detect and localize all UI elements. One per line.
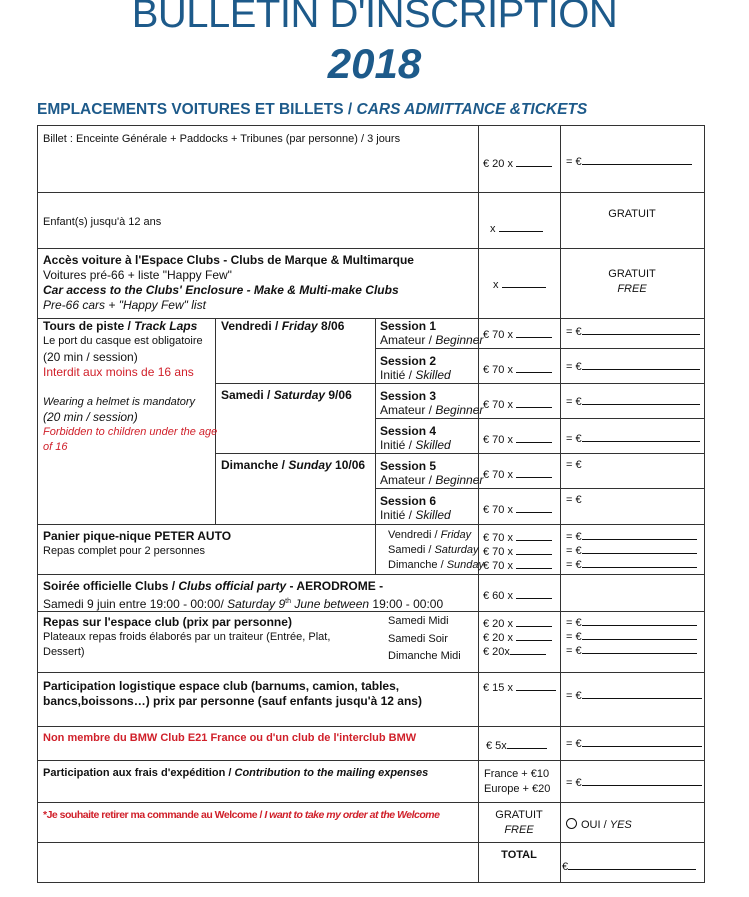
session-6-price[interactable]: € 70 x — [483, 502, 552, 518]
panier-total-sun[interactable]: = € — [566, 557, 697, 573]
expedition-total[interactable]: = € — [566, 775, 702, 791]
total-field[interactable]: € — [562, 859, 696, 875]
panier-sub: Repas complet pour 2 personnes — [43, 545, 206, 557]
tours-duration-fr: (20 min / session) — [43, 350, 138, 364]
nonmembre-price[interactable]: € 5x — [486, 738, 547, 754]
total-label: TOTAL — [501, 849, 537, 861]
panier-price-fri[interactable]: € 70 x — [483, 530, 552, 546]
day-saturday: Samedi / Saturday 9/06 — [221, 388, 352, 402]
day-sunday: Dimanche / Sunday 10/06 — [221, 458, 366, 472]
tours-age-fr: Interdit aux moins de 16 ans — [43, 365, 194, 379]
enfants-qty[interactable]: x — [490, 221, 543, 237]
enfants-free: GRATUIT — [608, 208, 656, 220]
acces-line1: Accès voiture à l'Espace Clubs - Clubs de Marque & Multimarque — [43, 253, 414, 267]
panier-day-sat: Samedi / Saturday — [388, 544, 479, 556]
tours-title: Tours de piste / Track Laps — [43, 319, 198, 333]
session-2-level: Initié / Skilled — [380, 368, 451, 382]
session-2-name: Session 2 — [380, 354, 437, 368]
welcome-free: GRATUIT — [495, 809, 543, 821]
repas-total-3[interactable]: = € — [566, 643, 697, 659]
session-4-name: Session 4 — [380, 424, 437, 438]
soiree-line1: Soirée officielle Clubs / Clubs official party - AERODROME - — [43, 579, 384, 593]
session-3-name: Session 3 — [380, 389, 437, 403]
tours-duration-en: (20 min / session) — [43, 410, 138, 424]
session-3-total[interactable]: = € — [566, 394, 700, 410]
panier-total-sat[interactable]: = € — [566, 543, 697, 559]
session-6-name: Session 6 — [380, 494, 437, 508]
session-6-total[interactable]: = € — [566, 494, 582, 506]
soiree-price[interactable]: € 60 x — [483, 588, 552, 604]
logistique-line1: Participation logistique espace club (barnums, camion, tables, — [43, 679, 400, 693]
tours-age-en-2: of 16 — [43, 441, 68, 453]
panier-price-sun[interactable]: € 70 x — [483, 558, 552, 574]
form-year: 2018 — [327, 40, 422, 87]
session-5-total[interactable]: = € — [566, 459, 582, 471]
session-1-level: Amateur / Beginner — [380, 333, 484, 347]
day-friday: Vendredi / Friday 8/06 — [221, 319, 345, 333]
session-6-level: Initié / Skilled — [380, 508, 451, 522]
session-4-level: Initié / Skilled — [380, 438, 451, 452]
logistique-price[interactable]: € 15 x — [483, 680, 556, 696]
panier-title: Panier pique-nique PETER AUTO — [43, 529, 232, 543]
repas-opt-2: Samedi Soir — [388, 633, 448, 645]
session-1-name: Session 1 — [380, 319, 437, 333]
logistique-total[interactable]: = € — [566, 688, 702, 704]
session-2-total[interactable]: = € — [566, 359, 700, 375]
billet-total[interactable]: = € — [566, 154, 692, 170]
session-4-price[interactable]: € 70 x — [483, 432, 552, 448]
acces-qty[interactable]: x — [493, 277, 546, 293]
session-4-total[interactable]: = € — [566, 431, 700, 447]
session-1-price[interactable]: € 70 x — [483, 327, 552, 343]
session-5-price[interactable]: € 70 x — [483, 467, 552, 483]
expedition-label: Participation aux frais d'expédition / Contribution to the mailing expenses — [43, 767, 429, 779]
acces-line3: Car access to the Clubs' Enclosure - Make & Multi-make Clubs — [43, 283, 399, 297]
session-1-total[interactable]: = € — [566, 324, 700, 340]
panier-day-fri: Vendredi / Friday — [388, 529, 472, 541]
acces-line2: Voitures pré-66 + liste "Happy Few" — [43, 268, 232, 282]
repas-opt-3: Dimanche Midi — [388, 650, 461, 662]
repas-opt-1: Samedi Midi — [388, 615, 449, 627]
repas-total-2[interactable]: = € — [566, 629, 697, 645]
expedition-france: France + €10 — [484, 768, 550, 780]
acces-free: GRATUIT — [608, 268, 656, 280]
repas-desc: Plateaux repas froids élaborés par un traiteur (Entrée, Plat, — [43, 631, 331, 643]
session-5-name: Session 5 — [380, 459, 437, 473]
section-title: EMPLACEMENTS VOITURES ET BILLETS / CARS ADMITTANCE &TICKETS — [37, 101, 588, 118]
nonmembre-total[interactable]: = € — [566, 736, 702, 752]
soiree-line2: Samedi 9 juin entre 19:00 - 00:00/ Saturday 9th June between 19:00 - 00:00 — [43, 597, 444, 611]
enfants-label: Enfant(s) jusqu'à 12 ans — [43, 216, 162, 228]
session-3-price[interactable]: € 70 x — [483, 397, 552, 413]
billet-price[interactable]: € 20 x — [483, 156, 552, 172]
form-title: BULLETIN D'INSCRIPTION — [131, 0, 618, 36]
repas-price-1[interactable]: € 20 x — [483, 616, 552, 632]
logistique-line2: bancs,boissons…) prix par personne (sauf enfants jusqu'à 12 ans) — [43, 694, 422, 708]
acces-line4: Pre-66 cars + "Happy Few" list — [43, 298, 206, 312]
session-5-level: Amateur / Beginner — [380, 473, 484, 487]
repas-title: Repas sur l'espace club (prix par personne) — [43, 615, 292, 629]
repas-desc-2: Dessert) — [43, 646, 85, 658]
repas-price-2[interactable]: € 20 x — [483, 630, 552, 646]
panier-price-sat[interactable]: € 70 x — [483, 544, 552, 560]
repas-price-3[interactable]: € 20x — [483, 644, 546, 660]
session-2-price[interactable]: € 70 x — [483, 362, 552, 378]
panier-day-sun: Dimanche / Sunday — [388, 559, 485, 571]
expedition-europe: Europe + €20 — [484, 783, 551, 795]
acces-free-en: FREE — [617, 283, 647, 295]
repas-total-1[interactable]: = € — [566, 615, 697, 631]
panier-total-fri[interactable]: = € — [566, 529, 697, 545]
tours-helmet-fr: Le port du casque est obligatoire — [43, 335, 203, 347]
welcome-free-en: FREE — [504, 824, 534, 836]
welcome-label: *Je souhaite retirer ma commande au Welcome / I want to take my order at the Welcome — [43, 809, 440, 821]
billet-label: Billet : Enceinte Générale + Paddocks + Tribunes (par personne) / 3 jours — [43, 133, 401, 145]
tours-helmet-en: Wearing a helmet is mandatory — [43, 396, 196, 408]
welcome-oui-checkbox[interactable]: OUI / YES — [566, 818, 632, 833]
nonmembre-label: Non membre du BMW Club E21 France ou d'un club de l'interclub BMW — [43, 732, 417, 744]
registration-table — [37, 125, 705, 883]
session-3-level: Amateur / Beginner — [380, 403, 484, 417]
radio-circle-icon[interactable] — [566, 818, 577, 829]
tours-age-en: Forbidden to children under the age — [43, 426, 218, 438]
